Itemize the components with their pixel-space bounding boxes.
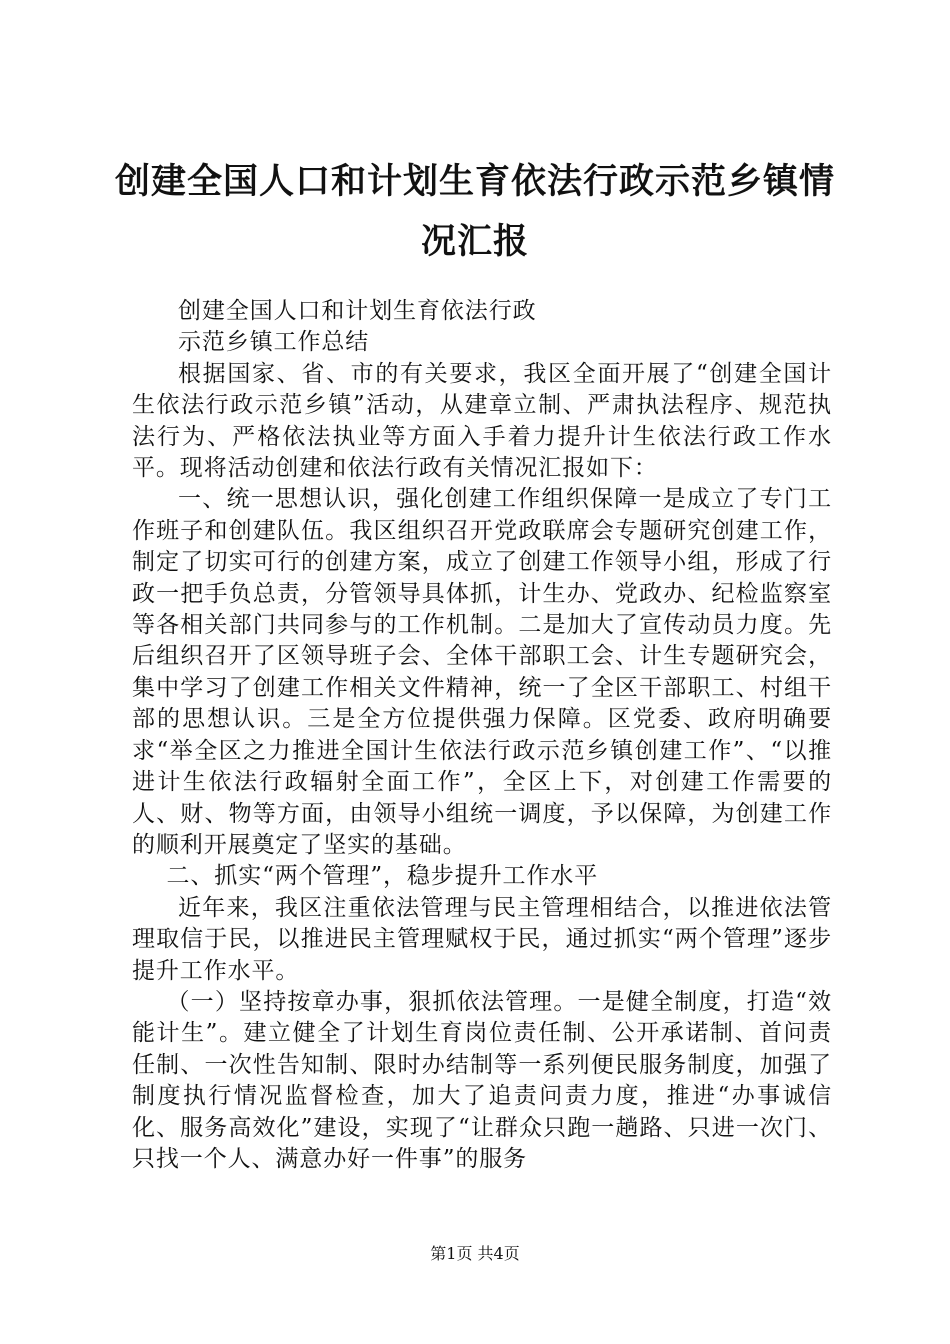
document-title-line2: 况汇报 (420, 221, 529, 262)
document-body (132, 296, 832, 1175)
paragraph-section-one: 一、统一思想认识，强化创建工作组织保障一是成立了专门工作班子和创建队伍。我区组织召开党政联席会专题研究创建工作，制定了切实可行的创建方案，成立了创建工作领导小组，形成了行政一把手负总责，分管领导具体抓，计生办、党政办、纪检监察室等各相关部门共同参与的工作机制。二是加大了宣传动员力度。先后组织召开了区领导班子会、全体干部职工会、计生专题研究会，集中学习了创建工作相关文件精神，统一了全区干部职工、村组干部的思想认识。三是全方位提供强力保障。区党委、政府明确要求“举全区之力推进全国计生依法行政示范乡镇创建工作”、“以推进计生依法行政辐射全面工作”，全区上下，对创建工作需要的人、财、物等方面，由领导小组统一调度，予以保障，为创建工作的顺利开展奠定了坚实的基础。 (132, 486, 832, 858)
paragraph-section-two-intro: 近年来，我区注重依法管理与民主管理相结合，以推进依法管理取信于民，以推进民主管理赋权于民，通过抓实“两个管理”逐步提升工作水平。 (132, 894, 832, 984)
paragraph-intro: 根据国家、省、市的有关要求，我区全面开展了“创建全国计生依法行政示范乡镇”活动，从建章立制、严肃执法程序、规范执法行为、严格依法执业等方面入手着力提升计生依法行政工作水平。现将活动创建和依法行政有关情况汇报如下： (132, 360, 832, 482)
document-title-line1: 创建全国人口和计划生育依法行政示范乡镇情 (114, 161, 835, 202)
page-footer: 第1页 共4页 (430, 1244, 520, 1263)
subtitle-line1: 创建全国人口和计划生育依法行政 (178, 298, 537, 324)
section-two-heading: 二、抓实“两个管理”，稳步提升工作水平 (166, 863, 599, 890)
paragraph-subsection-one: （一）坚持按章办事，狠抓依法管理。一是健全制度，打造“效能计生”。建立健全了计划生育岗位责任制、公开承诺制、首问责任制、一次性告知制、限时办结制等一系列便民服务制度，加强了制度执行情况监督检查，加大了追责问责力度，推进“办事诚信化、服务高效化”建设，实现了“让群众只跑一趟路、只进一次门、只找一个人、满意办好一件事”的服务 (132, 988, 832, 1172)
subtitle-line2: 示范乡镇工作总结 (178, 329, 370, 356)
